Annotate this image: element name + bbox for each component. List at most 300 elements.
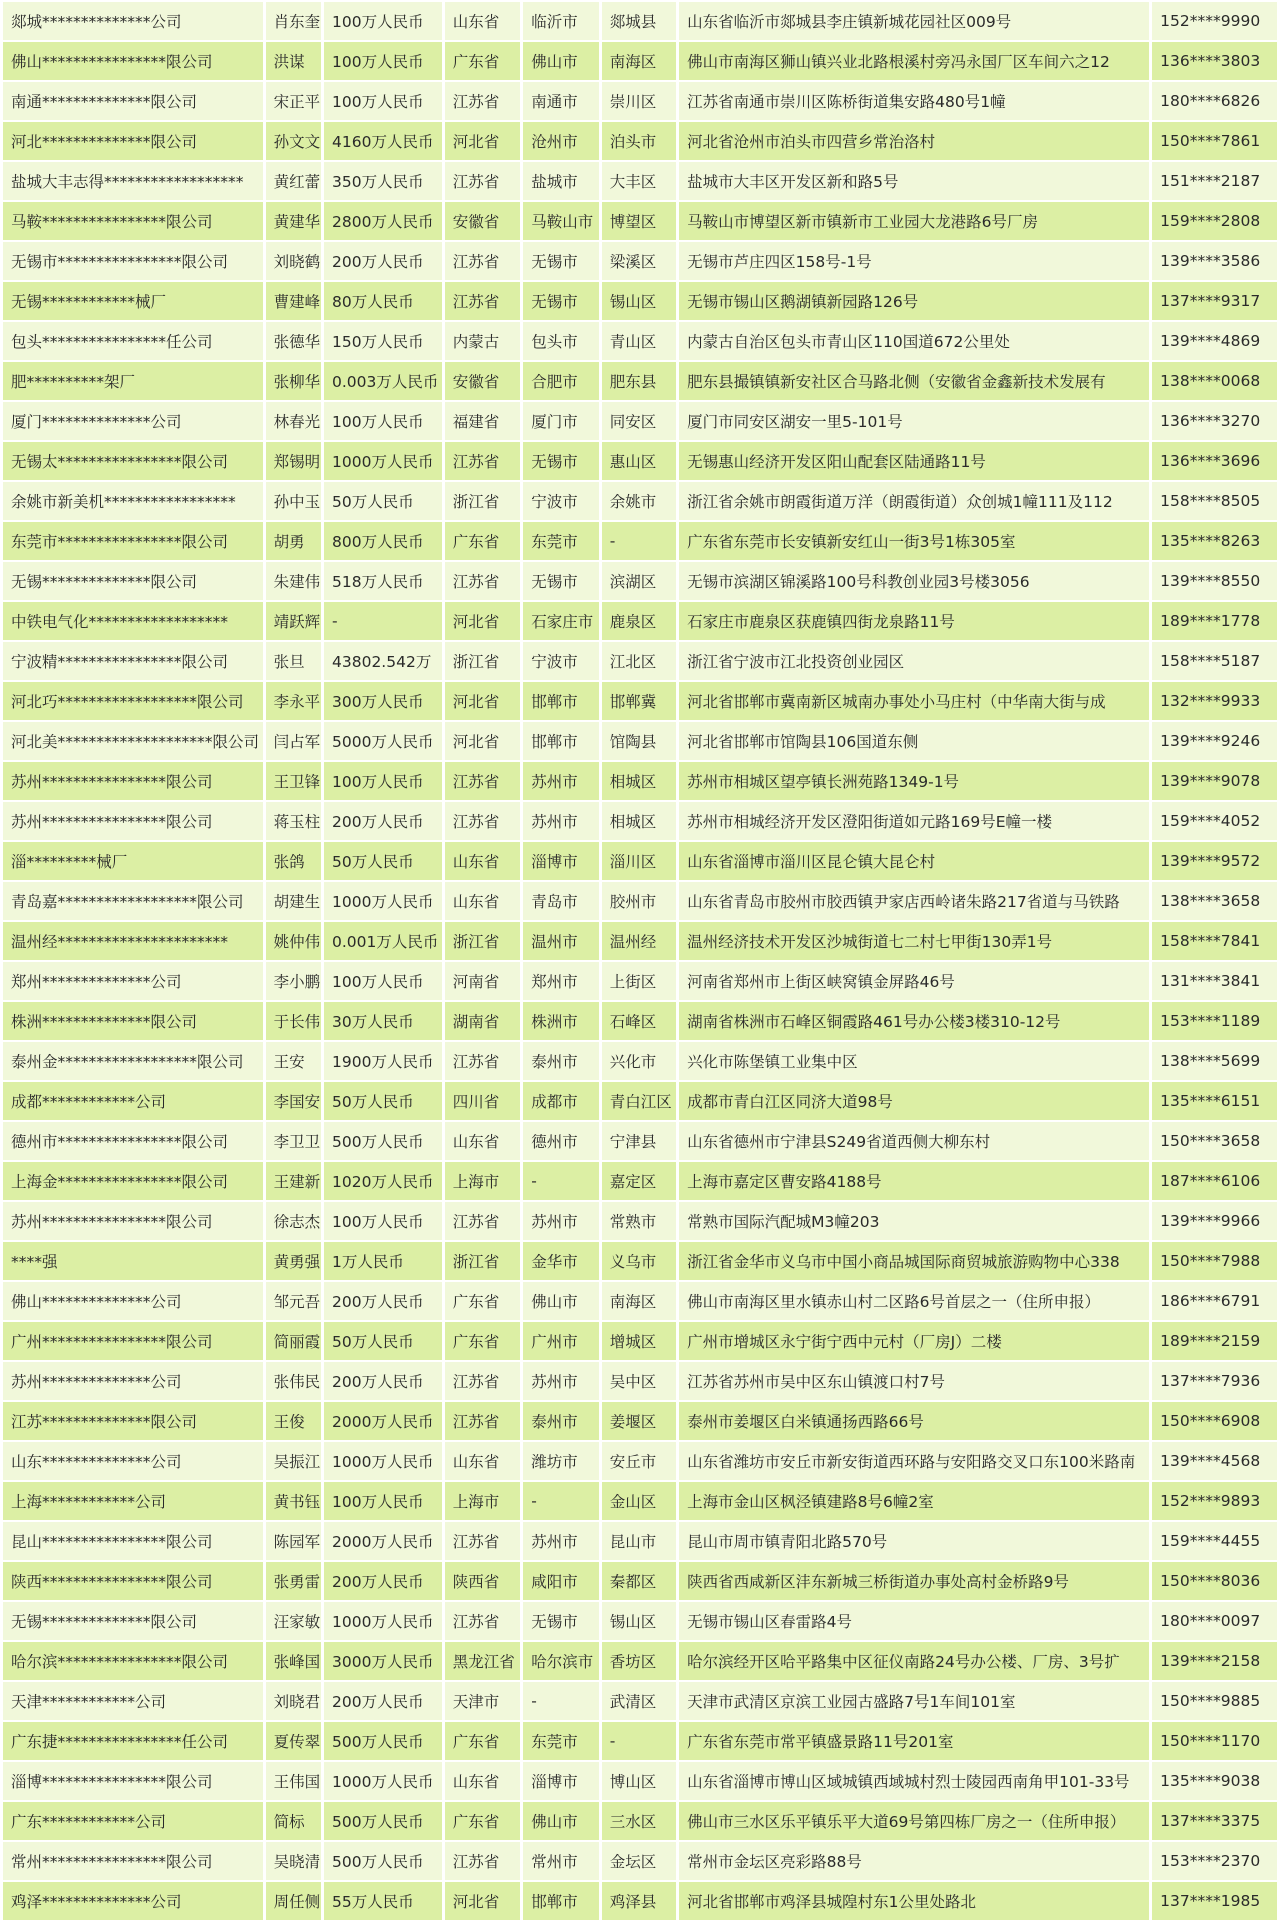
- province-cell: 浙江省: [445, 482, 520, 520]
- legal-rep-cell: 陈园军: [266, 1522, 321, 1560]
- phone-cell: 186****6791: [1152, 1282, 1277, 1320]
- company-name-cell: 鸡泽**************公司: [3, 1882, 263, 1920]
- phone-cell: 151****2187: [1152, 162, 1277, 200]
- table-row: [3, 802, 1277, 840]
- phone-cell: 139****9246: [1152, 722, 1277, 760]
- province-cell: 广东省: [445, 42, 520, 80]
- province-cell: 山东省: [445, 1122, 520, 1160]
- province-cell: 广东省: [445, 522, 520, 560]
- phone-cell: 135****9038: [1152, 1762, 1277, 1800]
- address-cell: 佛山市南海区里水镇赤山村二区路6号首层之一（住所申报）: [679, 1282, 1149, 1320]
- address-cell: 湖南省株洲市石峰区铜霞路461号办公楼3楼310-12号: [679, 1002, 1149, 1040]
- province-cell: 江苏省: [445, 82, 520, 120]
- district-cell: 相城区: [602, 802, 676, 840]
- address-cell: 无锡市芦庄四区158号-1号: [679, 242, 1149, 280]
- address-cell: 温州经济技术开发区沙城街道七二村七甲街130弄1号: [679, 922, 1149, 960]
- company-name-cell: 泰州金******************限公司: [3, 1042, 263, 1080]
- city-cell: 佛山市: [523, 42, 598, 80]
- address-cell: 山东省淄博市淄川区昆仑镇大昆仑村: [679, 842, 1149, 880]
- table-row: [3, 322, 1277, 360]
- province-cell: 河北省: [445, 722, 520, 760]
- phone-cell: 138****0068: [1152, 362, 1277, 400]
- province-cell: 广东省: [445, 1802, 520, 1840]
- company-name-cell: 无锡**************限公司: [3, 1602, 263, 1640]
- company-name-cell: 马鞍****************限公司: [3, 202, 263, 240]
- district-cell: 梁溪区: [602, 242, 676, 280]
- company-name-cell: 德州市****************限公司: [3, 1122, 263, 1160]
- table-row: [3, 882, 1277, 920]
- phone-cell: 159****2808: [1152, 202, 1277, 240]
- district-cell: 滨湖区: [602, 562, 676, 600]
- province-cell: 江苏省: [445, 282, 520, 320]
- address-cell: 江苏省南通市崇川区陈桥街道集安路480号1幢: [679, 82, 1149, 120]
- table-row: [3, 1082, 1277, 1120]
- city-cell: 苏州市: [523, 1202, 598, 1240]
- company-name-cell: 无锡市****************限公司: [3, 242, 263, 280]
- address-cell: 河北省邯郸市馆陶县106国道东侧: [679, 722, 1149, 760]
- registered-capital-cell: 100万人民币: [324, 82, 442, 120]
- address-cell: 浙江省宁波市江北投资创业园区: [679, 642, 1149, 680]
- phone-cell: 137****9317: [1152, 282, 1277, 320]
- table-row: [3, 722, 1277, 760]
- province-cell: 广东省: [445, 1282, 520, 1320]
- district-cell: 武清区: [602, 1682, 676, 1720]
- legal-rep-cell: 王俊: [266, 1402, 321, 1440]
- registered-capital-cell: 500万人民币: [324, 1122, 442, 1160]
- phone-cell: 137****3375: [1152, 1802, 1277, 1840]
- phone-cell: 150****3658: [1152, 1122, 1277, 1160]
- table-row: [3, 42, 1277, 80]
- table-row: [3, 442, 1277, 480]
- phone-cell: 139****9078: [1152, 762, 1277, 800]
- registered-capital-cell: 50万人民币: [324, 842, 442, 880]
- phone-cell: 158****5187: [1152, 642, 1277, 680]
- district-cell: 增城区: [602, 1322, 676, 1360]
- phone-cell: 139****3586: [1152, 242, 1277, 280]
- company-name-cell: 淄博****************限公司: [3, 1762, 263, 1800]
- province-cell: 江苏省: [445, 1842, 520, 1880]
- address-cell: 苏州市相城区望亭镇长洲苑路1349-1号: [679, 762, 1149, 800]
- province-cell: 浙江省: [445, 1242, 520, 1280]
- legal-rep-cell: 王卫锋: [266, 762, 321, 800]
- address-cell: 无锡市锡山区鹅湖镇新园路126号: [679, 282, 1149, 320]
- province-cell: 山东省: [445, 2, 520, 40]
- province-cell: 江苏省: [445, 242, 520, 280]
- city-cell: 邯郸市: [523, 682, 598, 720]
- city-cell: 无锡市: [523, 242, 598, 280]
- company-name-cell: 淄*********械厂: [3, 842, 263, 880]
- address-cell: 河北省邯郸市鸡泽县城隍村东1公里处路北: [679, 1882, 1149, 1920]
- phone-cell: 139****2158: [1152, 1642, 1277, 1680]
- company-name-cell: 常州****************限公司: [3, 1842, 263, 1880]
- city-cell: 德州市: [523, 1122, 598, 1160]
- legal-rep-cell: 夏传翠: [266, 1722, 321, 1760]
- legal-rep-cell: 徐志杰: [266, 1202, 321, 1240]
- province-cell: 四川省: [445, 1082, 520, 1120]
- table-row: [3, 122, 1277, 160]
- table-row: [3, 922, 1277, 960]
- district-cell: 南海区: [602, 42, 676, 80]
- city-cell: 成都市: [523, 1082, 598, 1120]
- city-cell: 无锡市: [523, 562, 598, 600]
- registered-capital-cell: 800万人民币: [324, 522, 442, 560]
- registered-capital-cell: 200万人民币: [324, 1682, 442, 1720]
- province-cell: 江苏省: [445, 1362, 520, 1400]
- phone-cell: 187****6106: [1152, 1162, 1277, 1200]
- district-cell: 锡山区: [602, 282, 676, 320]
- table-row: [3, 762, 1277, 800]
- table-row: [3, 2, 1277, 40]
- registered-capital-cell: 1000万人民币: [324, 1762, 442, 1800]
- phone-cell: 139****4869: [1152, 322, 1277, 360]
- phone-cell: 138****5699: [1152, 1042, 1277, 1080]
- address-cell: 无锡市滨湖区锦溪路100号科教创业园3号楼3056: [679, 562, 1149, 600]
- company-name-cell: 余姚市新美机*****************: [3, 482, 263, 520]
- address-cell: 天津市武清区京滨工业园古盛路7号1车间101室: [679, 1682, 1149, 1720]
- legal-rep-cell: 闫占军: [266, 722, 321, 760]
- district-cell: -: [602, 1722, 676, 1760]
- legal-rep-cell: 肖东奎: [266, 2, 321, 40]
- company-name-cell: 东莞市****************限公司: [3, 522, 263, 560]
- company-name-cell: 苏州****************限公司: [3, 802, 263, 840]
- phone-cell: 137****1985: [1152, 1882, 1277, 1920]
- city-cell: 佛山市: [523, 1802, 598, 1840]
- city-cell: 南通市: [523, 82, 598, 120]
- company-name-cell: 株洲**************限公司: [3, 1002, 263, 1040]
- registered-capital-cell: 43802.542万: [324, 642, 442, 680]
- company-name-cell: 昆山****************限公司: [3, 1522, 263, 1560]
- registered-capital-cell: 100万人民币: [324, 962, 442, 1000]
- city-cell: 石家庄市: [523, 602, 598, 640]
- table-row: [3, 1442, 1277, 1480]
- registered-capital-cell: 1020万人民币: [324, 1162, 442, 1200]
- city-cell: 东莞市: [523, 522, 598, 560]
- company-name-cell: 河北美********************限公司: [3, 722, 263, 760]
- registered-capital-cell: 200万人民币: [324, 802, 442, 840]
- city-cell: 苏州市: [523, 762, 598, 800]
- company-name-cell: 佛山****************限公司: [3, 42, 263, 80]
- province-cell: 黑龙江省: [445, 1642, 520, 1680]
- phone-cell: 152****9893: [1152, 1482, 1277, 1520]
- phone-cell: 136****3803: [1152, 42, 1277, 80]
- table-row: [3, 1882, 1277, 1920]
- district-cell: 同安区: [602, 402, 676, 440]
- legal-rep-cell: 曹建峰: [266, 282, 321, 320]
- district-cell: 淄川区: [602, 842, 676, 880]
- phone-cell: 159****4455: [1152, 1522, 1277, 1560]
- district-cell: 香坊区: [602, 1642, 676, 1680]
- company-name-cell: 肥**********架厂: [3, 362, 263, 400]
- address-cell: 泰州市姜堰区白米镇通扬西路66号: [679, 1402, 1149, 1440]
- legal-rep-cell: 黄勇强: [266, 1242, 321, 1280]
- registered-capital-cell: 100万人民币: [324, 2, 442, 40]
- address-cell: 陕西省西咸新区沣东新城三桥街道办事处高村金桥路9号: [679, 1562, 1149, 1600]
- company-name-cell: 盐城大丰志得******************: [3, 162, 263, 200]
- address-cell: 盐城市大丰区开发区新和路5号: [679, 162, 1149, 200]
- city-cell: 佛山市: [523, 1282, 598, 1320]
- address-cell: 广东省东莞市常平镇盛景路11号201室: [679, 1722, 1149, 1760]
- legal-rep-cell: 刘晓君: [266, 1682, 321, 1720]
- city-cell: 潍坊市: [523, 1442, 598, 1480]
- registered-capital-cell: 0.001万人民币: [324, 922, 442, 960]
- city-cell: 青岛市: [523, 882, 598, 920]
- legal-rep-cell: 张勇雷: [266, 1562, 321, 1600]
- legal-rep-cell: 张鸽: [266, 842, 321, 880]
- company-name-cell: 无锡**************限公司: [3, 562, 263, 600]
- province-cell: 江苏省: [445, 1522, 520, 1560]
- address-cell: 昆山市周市镇青阳北路570号: [679, 1522, 1149, 1560]
- city-cell: 沧州市: [523, 122, 598, 160]
- city-cell: -: [523, 1482, 598, 1520]
- address-cell: 山东省德州市宁津县S249省道西侧大柳东村: [679, 1122, 1149, 1160]
- company-name-cell: 中铁电气化******************: [3, 602, 263, 640]
- address-cell: 河北省邯郸市冀南新区城南办事处小马庄村（中华南大街与成: [679, 682, 1149, 720]
- district-cell: 余姚市: [602, 482, 676, 520]
- table-row: [3, 602, 1277, 640]
- registered-capital-cell: 1000万人民币: [324, 442, 442, 480]
- table-row: [3, 1802, 1277, 1840]
- province-cell: 江苏省: [445, 162, 520, 200]
- address-cell: 肥东县撮镇镇新安社区合马路北侧（安徽省金鑫新技术发展有: [679, 362, 1149, 400]
- city-cell: 常州市: [523, 1842, 598, 1880]
- company-table-body: [3, 2, 1277, 1920]
- registered-capital-cell: 2800万人民币: [324, 202, 442, 240]
- legal-rep-cell: 王安: [266, 1042, 321, 1080]
- city-cell: 无锡市: [523, 1602, 598, 1640]
- table-row: [3, 282, 1277, 320]
- district-cell: 江北区: [602, 642, 676, 680]
- registered-capital-cell: 1万人民币: [324, 1242, 442, 1280]
- province-cell: 河北省: [445, 602, 520, 640]
- province-cell: 广东省: [445, 1722, 520, 1760]
- table-row: [3, 1042, 1277, 1080]
- address-cell: 山东省青岛市胶州市胶西镇尹家店西岭诸朱路217省道与马铁路: [679, 882, 1149, 920]
- phone-cell: 137****7936: [1152, 1362, 1277, 1400]
- legal-rep-cell: 吴振江: [266, 1442, 321, 1480]
- province-cell: 江苏省: [445, 1402, 520, 1440]
- legal-rep-cell: 王伟国: [266, 1762, 321, 1800]
- province-cell: 江苏省: [445, 762, 520, 800]
- legal-rep-cell: 姚仲伟: [266, 922, 321, 960]
- province-cell: 江苏省: [445, 1602, 520, 1640]
- company-name-cell: 苏州****************限公司: [3, 762, 263, 800]
- address-cell: 江苏省苏州市吴中区东山镇渡口村7号: [679, 1362, 1149, 1400]
- phone-cell: 132****9933: [1152, 682, 1277, 720]
- legal-rep-cell: 朱建伟: [266, 562, 321, 600]
- address-cell: 成都市青白江区同济大道98号: [679, 1082, 1149, 1120]
- legal-rep-cell: 张德华: [266, 322, 321, 360]
- company-name-cell: 河北巧******************限公司: [3, 682, 263, 720]
- district-cell: 崇川区: [602, 82, 676, 120]
- table-row: [3, 202, 1277, 240]
- city-cell: -: [523, 1682, 598, 1720]
- address-cell: 无锡市锡山区春雷路4号: [679, 1602, 1149, 1640]
- company-name-cell: 广东捷****************任公司: [3, 1722, 263, 1760]
- district-cell: 常熟市: [602, 1202, 676, 1240]
- registered-capital-cell: 3000万人民币: [324, 1642, 442, 1680]
- table-row: [3, 482, 1277, 520]
- address-cell: 厦门市同安区湖安一里5-101号: [679, 402, 1149, 440]
- province-cell: 江苏省: [445, 442, 520, 480]
- province-cell: 山东省: [445, 1762, 520, 1800]
- city-cell: 无锡市: [523, 442, 598, 480]
- phone-cell: 180****0097: [1152, 1602, 1277, 1640]
- district-cell: 青山区: [602, 322, 676, 360]
- district-cell: 相城区: [602, 762, 676, 800]
- registered-capital-cell: 2000万人民币: [324, 1522, 442, 1560]
- district-cell: 兴化市: [602, 1042, 676, 1080]
- company-name-cell: 无锡太****************限公司: [3, 442, 263, 480]
- table-row: [3, 1642, 1277, 1680]
- district-cell: 姜堰区: [602, 1402, 676, 1440]
- district-cell: 博望区: [602, 202, 676, 240]
- city-cell: 广州市: [523, 1322, 598, 1360]
- table-row: [3, 1402, 1277, 1440]
- legal-rep-cell: 黄书钰: [266, 1482, 321, 1520]
- table-row: [3, 162, 1277, 200]
- table-row: [3, 1322, 1277, 1360]
- province-cell: 江苏省: [445, 1042, 520, 1080]
- company-name-cell: 无锡************械厂: [3, 282, 263, 320]
- registered-capital-cell: -: [324, 602, 442, 640]
- city-cell: 咸阳市: [523, 1562, 598, 1600]
- phone-cell: 153****2370: [1152, 1842, 1277, 1880]
- district-cell: 三水区: [602, 1802, 676, 1840]
- table-row: [3, 522, 1277, 560]
- registered-capital-cell: 100万人民币: [324, 762, 442, 800]
- table-row: [3, 1682, 1277, 1720]
- province-cell: 江苏省: [445, 562, 520, 600]
- province-cell: 山东省: [445, 882, 520, 920]
- province-cell: 山东省: [445, 842, 520, 880]
- registered-capital-cell: 50万人民币: [324, 482, 442, 520]
- company-name-cell: 广州****************限公司: [3, 1322, 263, 1360]
- city-cell: 马鞍山市: [523, 202, 598, 240]
- city-cell: 苏州市: [523, 1522, 598, 1560]
- table-row: [3, 1362, 1277, 1400]
- address-cell: 广东省东莞市长安镇新安红山一街3号1栋305室: [679, 522, 1149, 560]
- registered-capital-cell: 100万人民币: [324, 1482, 442, 1520]
- district-cell: 锡山区: [602, 1602, 676, 1640]
- registered-capital-cell: 350万人民币: [324, 162, 442, 200]
- address-cell: 苏州市相城经济开发区澄阳街道如元路169号E幢一楼: [679, 802, 1149, 840]
- registered-capital-cell: 300万人民币: [324, 682, 442, 720]
- address-cell: 山东省临沂市郯城县李庄镇新城花园社区009号: [679, 2, 1149, 40]
- table-row: [3, 242, 1277, 280]
- table-row: [3, 1482, 1277, 1520]
- phone-cell: 150****9885: [1152, 1682, 1277, 1720]
- phone-cell: 136****3696: [1152, 442, 1277, 480]
- table-row: [3, 1602, 1277, 1640]
- registered-capital-cell: 4160万人民币: [324, 122, 442, 160]
- province-cell: 陕西省: [445, 1562, 520, 1600]
- city-cell: 哈尔滨市: [523, 1642, 598, 1680]
- registered-capital-cell: 50万人民币: [324, 1322, 442, 1360]
- legal-rep-cell: 林春光: [266, 402, 321, 440]
- province-cell: 广东省: [445, 1322, 520, 1360]
- district-cell: 鸡泽县: [602, 1882, 676, 1920]
- phone-cell: 135****6151: [1152, 1082, 1277, 1120]
- registered-capital-cell: 1000万人民币: [324, 1442, 442, 1480]
- registered-capital-cell: 200万人民币: [324, 242, 442, 280]
- company-name-cell: 上海************公司: [3, 1482, 263, 1520]
- legal-rep-cell: 蒋玉柱: [266, 802, 321, 840]
- phone-cell: 139****4568: [1152, 1442, 1277, 1480]
- district-cell: 郯城县: [602, 2, 676, 40]
- city-cell: 泰州市: [523, 1402, 598, 1440]
- district-cell: 嘉定区: [602, 1162, 676, 1200]
- province-cell: 湖南省: [445, 1002, 520, 1040]
- address-cell: 常州市金坛区亮彩路88号: [679, 1842, 1149, 1880]
- phone-cell: 153****1189: [1152, 1002, 1277, 1040]
- district-cell: 金山区: [602, 1482, 676, 1520]
- table-row: [3, 1122, 1277, 1160]
- province-cell: 河北省: [445, 122, 520, 160]
- district-cell: -: [602, 522, 676, 560]
- city-cell: -: [523, 1162, 598, 1200]
- district-cell: 吴中区: [602, 1362, 676, 1400]
- city-cell: 合肥市: [523, 362, 598, 400]
- address-cell: 兴化市陈堡镇工业集中区: [679, 1042, 1149, 1080]
- city-cell: 郑州市: [523, 962, 598, 1000]
- table-row: [3, 1162, 1277, 1200]
- city-cell: 邯郸市: [523, 722, 598, 760]
- city-cell: 苏州市: [523, 802, 598, 840]
- province-cell: 山东省: [445, 1442, 520, 1480]
- address-cell: 内蒙古自治区包头市青山区110国道672公里处: [679, 322, 1149, 360]
- city-cell: 盐城市: [523, 162, 598, 200]
- legal-rep-cell: 靖跃辉: [266, 602, 321, 640]
- legal-rep-cell: 胡勇: [266, 522, 321, 560]
- district-cell: 石峰区: [602, 1002, 676, 1040]
- district-cell: 惠山区: [602, 442, 676, 480]
- province-cell: 安徽省: [445, 362, 520, 400]
- phone-cell: 150****1170: [1152, 1722, 1277, 1760]
- phone-cell: 158****8505: [1152, 482, 1277, 520]
- address-cell: 河南省郑州市上街区峡窝镇金屏路46号: [679, 962, 1149, 1000]
- legal-rep-cell: 张伟民: [266, 1362, 321, 1400]
- table-row: [3, 1522, 1277, 1560]
- table-row: [3, 1562, 1277, 1600]
- phone-cell: 139****9572: [1152, 842, 1277, 880]
- phone-cell: 150****7988: [1152, 1242, 1277, 1280]
- table-row: [3, 1242, 1277, 1280]
- address-cell: 浙江省余姚市朗霞街道万洋（朗霞街道）众创城1幢111及112: [679, 482, 1149, 520]
- district-cell: 青白江区: [602, 1082, 676, 1120]
- phone-cell: 189****2159: [1152, 1322, 1277, 1360]
- company-name-cell: 河北**************限公司: [3, 122, 263, 160]
- district-cell: 鹿泉区: [602, 602, 676, 640]
- table-row: [3, 1722, 1277, 1760]
- phone-cell: 139****8550: [1152, 562, 1277, 600]
- province-cell: 江苏省: [445, 802, 520, 840]
- registered-capital-cell: 100万人民币: [324, 1202, 442, 1240]
- address-cell: 上海市金山区枫泾镇建路8号6幢2室: [679, 1482, 1149, 1520]
- city-cell: 宁波市: [523, 482, 598, 520]
- company-name-cell: 陕西****************限公司: [3, 1562, 263, 1600]
- table-row: [3, 1842, 1277, 1880]
- legal-rep-cell: 简标: [266, 1802, 321, 1840]
- district-cell: 泊头市: [602, 122, 676, 160]
- phone-cell: 150****7861: [1152, 122, 1277, 160]
- city-cell: 苏州市: [523, 1362, 598, 1400]
- address-cell: 广州市增城区永宁街宁西中元村（厂房J）二楼: [679, 1322, 1149, 1360]
- registered-capital-cell: 500万人民币: [324, 1802, 442, 1840]
- district-cell: 安丘市: [602, 1442, 676, 1480]
- province-cell: 上海市: [445, 1162, 520, 1200]
- province-cell: 天津市: [445, 1682, 520, 1720]
- legal-rep-cell: 张旦: [266, 642, 321, 680]
